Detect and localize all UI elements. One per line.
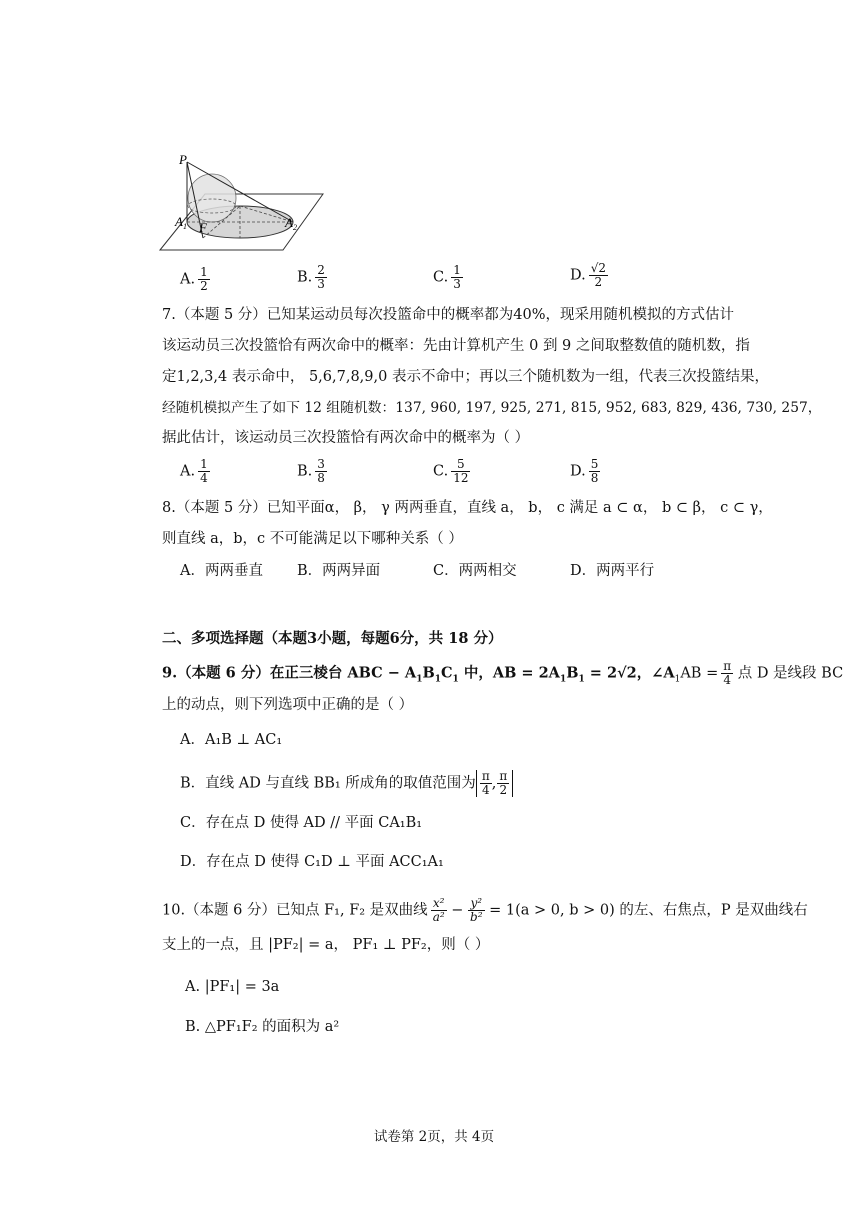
- page-footer: 试卷第 2页，共 4页: [373, 1129, 495, 1145]
- q9-option-b[interactable]: B．直线 AD 与直线 BB₁ 所成角的取值范围为 $\frac{\pi}{4}$ , $\frac{\pi}{2}$: [180, 770, 513, 797]
- q8-option-a[interactable]: A．两两垂直: [180, 563, 263, 579]
- q10-option-b[interactable]: B. △PF₁F₂ 的面积为 a²: [185, 1019, 340, 1035]
- q7-line-3: 定1,2,3,4 表示命中， 5,6,7,8,9,0 表示不命中；再以三个随机数为一组，代表三次投篮结果，: [162, 369, 769, 385]
- q7-option-d[interactable]: D. $\frac{5}{8}$: [570, 457, 599, 485]
- q8-option-d[interactable]: D．两两平行: [570, 563, 655, 579]
- x-fraction: $\frac{\text{x²}}{\text{a²}}$: [432, 896, 445, 924]
- fraction: $\frac{1}{4}$: [200, 457, 208, 485]
- q9-line-2: 上的动点，则下列选项中正确的是（ ）: [162, 697, 414, 713]
- q7-option-c[interactable]: C. $\frac{5}{12}$: [433, 457, 469, 485]
- q10-option-a[interactable]: A. |PF₁| = 3a: [185, 979, 280, 995]
- q9-line-1: 9.（本题 6 分）在正三棱台 ABC − $A_1B_1C_1$ 中，AB = $2A_1B_1 = 2√2$，$\angle A_1AB$ = $\frac{\pi}{4}$ 点 D 是线段 BC: [162, 659, 844, 687]
- label-f: F: [199, 220, 207, 235]
- label-a2: $A_2$: [285, 215, 297, 232]
- angle-fraction: $\frac{\pi}{4}$: [723, 659, 732, 687]
- fraction: $\frac{5}{12}$: [453, 457, 469, 485]
- fraction: $\frac{1}{2}$: [200, 265, 208, 293]
- geometry-figure: [155, 150, 330, 255]
- q9-option-c[interactable]: C．存在点 D 使得 AD // 平面 CA₁B₁: [180, 815, 423, 831]
- q6-option-c[interactable]: C. $\frac{1}{3}$: [433, 263, 461, 291]
- q9-option-d[interactable]: D．存在点 D 使得 C₁D ⊥ 平面 ACC₁A₁: [180, 854, 444, 870]
- interval-bracket: $\frac{\pi}{4}$ , $\frac{\pi}{2}$: [476, 770, 513, 797]
- q8-option-c[interactable]: C．两两相交: [433, 563, 517, 579]
- section-heading: 二、多项选择题（本题3小题，每题6分，共 18 分）: [162, 630, 503, 647]
- q7-line-4: 经随机模拟产生了如下 12 组随机数：137, 960, 197, 925, 271, 815, 952, 683, 829, 436, 730, 257，: [162, 400, 822, 416]
- fraction: $\frac{2}{3}$: [317, 263, 325, 291]
- q7-option-b[interactable]: B. $\frac{3}{8}$: [297, 457, 325, 485]
- q6-option-d[interactable]: D. $\frac{√2}{2}$: [570, 261, 606, 289]
- q9-option-a[interactable]: A．A₁B ⊥ AC₁: [180, 732, 283, 748]
- q6-option-b[interactable]: B. $\frac{2}{3}$: [297, 263, 325, 291]
- q7-option-a[interactable]: A. $\frac{1}{4}$: [180, 457, 208, 485]
- q6-option-a[interactable]: A. $\frac{1}{2}$: [180, 265, 208, 293]
- fraction: $\frac{1}{3}$: [453, 263, 461, 291]
- fraction: $\frac{5}{8}$: [590, 457, 599, 485]
- y-fraction: $\frac{\text{y²}}{\text{b²}}$: [470, 896, 483, 924]
- q10-line-1: 10.（本题 6 分）已知点 F₁, F₂ 是双曲线 $\frac{\text{x²}}{\text{a²}}$ − $\frac{\text{y²}}{\text{b²}}$ = 1(a > 0, b > 0) 的左、右焦点，P 是双曲线右: [162, 896, 808, 924]
- label-p: P: [179, 152, 187, 167]
- sphere: [188, 174, 236, 222]
- fraction: $\frac{√2}{2}$: [590, 261, 606, 289]
- q7-line-1: 7.（本题 5 分）已知某运动员每次投篮命中的概率都为40%，现采用随机模拟的方式估计: [162, 307, 735, 323]
- q7-line-2: 该运动员三次投篮恰有两次命中的概率：先由计算机产生 0 到 9 之间取整数值的随机数，指: [162, 338, 750, 354]
- q10-line-2: 支上的一点，且 |PF₂| = a， PF₁ ⊥ PF₂，则（ ）: [162, 937, 490, 953]
- fraction: $\frac{3}{8}$: [317, 457, 325, 485]
- label-a1: $A_1$: [175, 214, 187, 231]
- q7-line-5: 据此估计，该运动员三次投篮恰有两次命中的概率为（ ）: [162, 430, 530, 446]
- q8-option-b[interactable]: B．两两异面: [297, 563, 381, 579]
- q8-line-1: 8.（本题 5 分）已知平面α， β， γ 两两垂直，直线 a， b， c 满足 a ⊂ α， b ⊂ β， c ⊂ γ，: [162, 500, 773, 516]
- q8-line-2: 则直线 a，b，c 不可能满足以下哪种关系（ ）: [162, 531, 463, 547]
